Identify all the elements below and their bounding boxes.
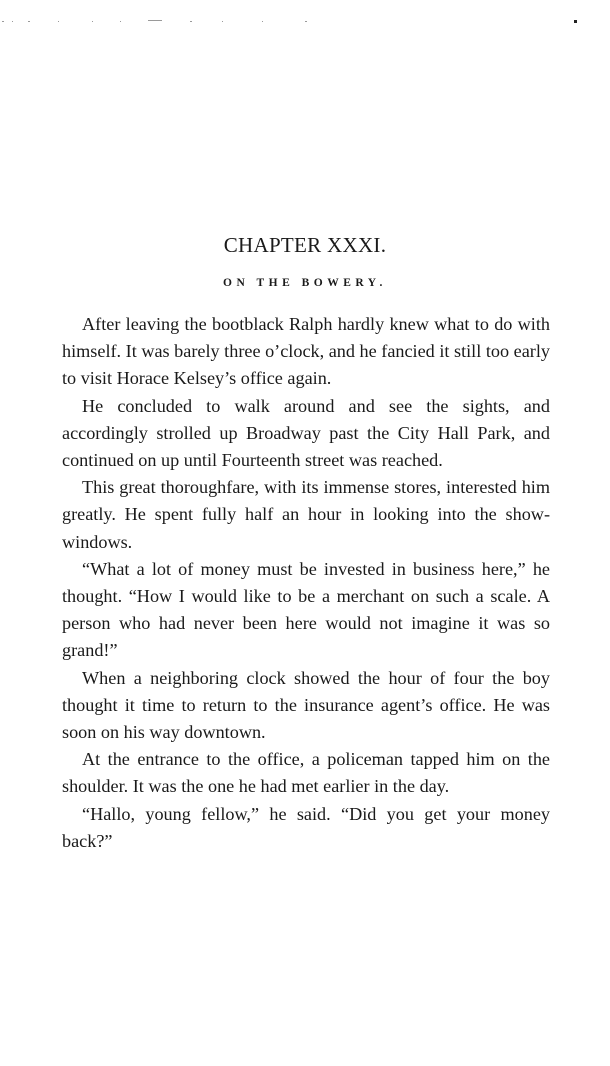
chapter-body	[62, 311, 550, 855]
paragraph: “Hallo, young fellow,” he said. “Did you get your money back?”	[62, 803, 550, 851]
chapter-subtitle: ON THE BOWERY.	[223, 277, 387, 289]
chapter-title: CHAPTER XXXI.	[223, 233, 387, 257]
paragraph: This great thoroughfare, with its immense stores, interested him greatly. He spent fully half an hour in looking into the show-windows.	[62, 477, 550, 552]
paragraph: At the entrance to the office, a policeman tapped him on the shoulder. It was the one he had met earlier in the day.	[62, 749, 550, 797]
scan-specks	[0, 18, 610, 24]
paragraph: When a neighboring clock showed the hour of four the boy thought it time to return to the insurance agent’s office. He was soon on his way downtown.	[62, 667, 550, 743]
paragraph: After leaving the bootblack Ralph hardly knew what to do with himself. It was barely three o’clock, and he fancied it still too early to visit Horace Kelsey’s office again.	[62, 314, 550, 389]
paragraph: “What a lot of money must be invested in business here,” he thought. “How I would like to be a merchant on such a scale. A person who had never been here would not imagine it was so grand!”	[62, 558, 550, 661]
paragraph: He concluded to walk around and see the sights, and accordingly strolled up Broadway past the City Hall Park, and continued on up until Fourteenth street was reached.	[62, 395, 550, 471]
